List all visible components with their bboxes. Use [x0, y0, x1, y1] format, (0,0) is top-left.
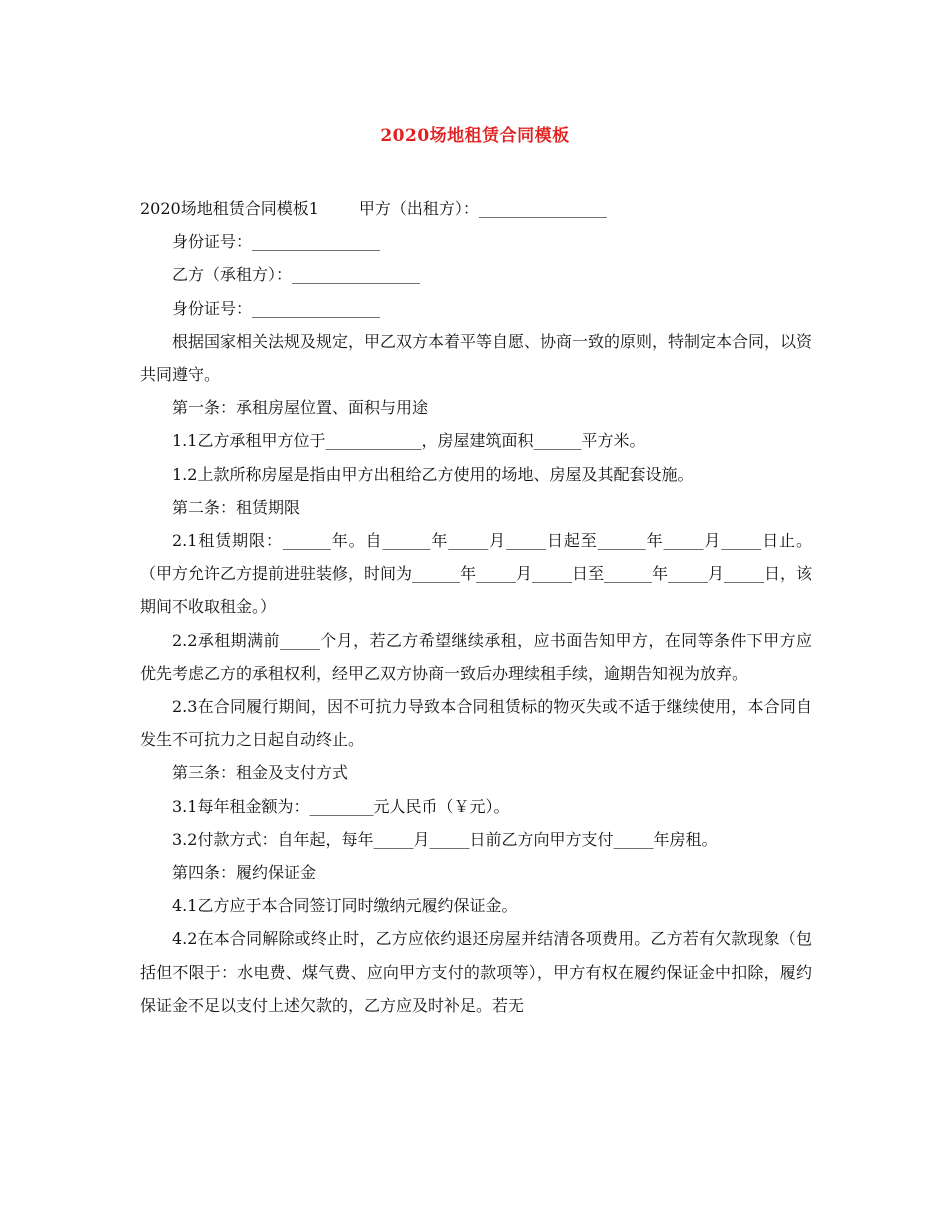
clause-4-1: 4.1乙方应于本合同签订同时缴纳元履约保证金。: [172, 896, 518, 916]
contract-heading: 2020场地租赁合同模板1: [140, 199, 319, 218]
document-body: [140, 192, 812, 1022]
section-heading-4: 第四条：履约保证金: [172, 863, 317, 883]
document-title: 2020场地租赁合同模板: [380, 126, 570, 146]
clause-2-1: 2.1租赁期限：______年。自______年_____月_____日起至______年_____月_____日止。（甲方允许乙方提前进驻装修，时间为______年_____月_____日至______年_____月_____日，该期间不收取租金。）: [140, 531, 813, 617]
paragraph-preamble: 根据国家相关法规及规定，甲乙双方本着平等自愿、协商一致的原则，特制定本合同，以资共同遵守。: [140, 331, 813, 385]
paragraph-id-number-a: 身份证号：________________: [172, 232, 381, 252]
clause-1-2: 1.2上款所称房屋是指由甲方出租给乙方使用的场地、房屋及其配套设施。: [172, 464, 694, 484]
paragraph-id-number-b: 身份证号：________________: [172, 298, 381, 318]
first-line: [140, 192, 812, 225]
section-heading-2: 第二条：租赁期限: [172, 497, 301, 517]
clause-1-1: 1.1乙方承租甲方位于____________，房屋建筑面积______平方米。: [172, 431, 646, 451]
clause-4-2: 4.2在本合同解除或终止时，乙方应依约退还房屋并结清各项费用。乙方若有欠款现象（包括但不限于：水电费、煤气费、应向甲方支付的款项等），甲方有权在履约保证金中扣除，履约保证金不足以支付上述欠款的，乙方应及时补足。若无: [140, 929, 812, 1015]
paragraph-party-b: 乙方（承租方）：________________: [172, 265, 421, 285]
section-heading-3: 第三条：租金及支付方式: [172, 763, 349, 783]
section-heading-1: 第一条：承租房屋位置、面积与用途: [172, 398, 429, 418]
clause-3-2: 3.2付款方式：自年起，每年_____月_____日前乙方向甲方支付_____年房租。: [172, 829, 718, 849]
party-a-field: 甲方（出租方）：________________: [358, 199, 607, 218]
clause-3-1: 3.1每年租金额为：________元人民币（￥元）。: [172, 796, 510, 816]
clause-2-3: 2.3在合同履行期间，因不可抗力导致本合同租赁标的物灭失或不适于继续使用，本合同自发生不可抗力之日起自动终止。: [140, 697, 812, 750]
clause-2-2: 2.2承租期满前_____个月，若乙方希望继续承租，应书面告知甲方，在同等条件下甲方应优先考虑乙方的承租权利，经甲乙双方协商一致后办理续租手续，逾期告知视为放弃。: [140, 630, 812, 683]
